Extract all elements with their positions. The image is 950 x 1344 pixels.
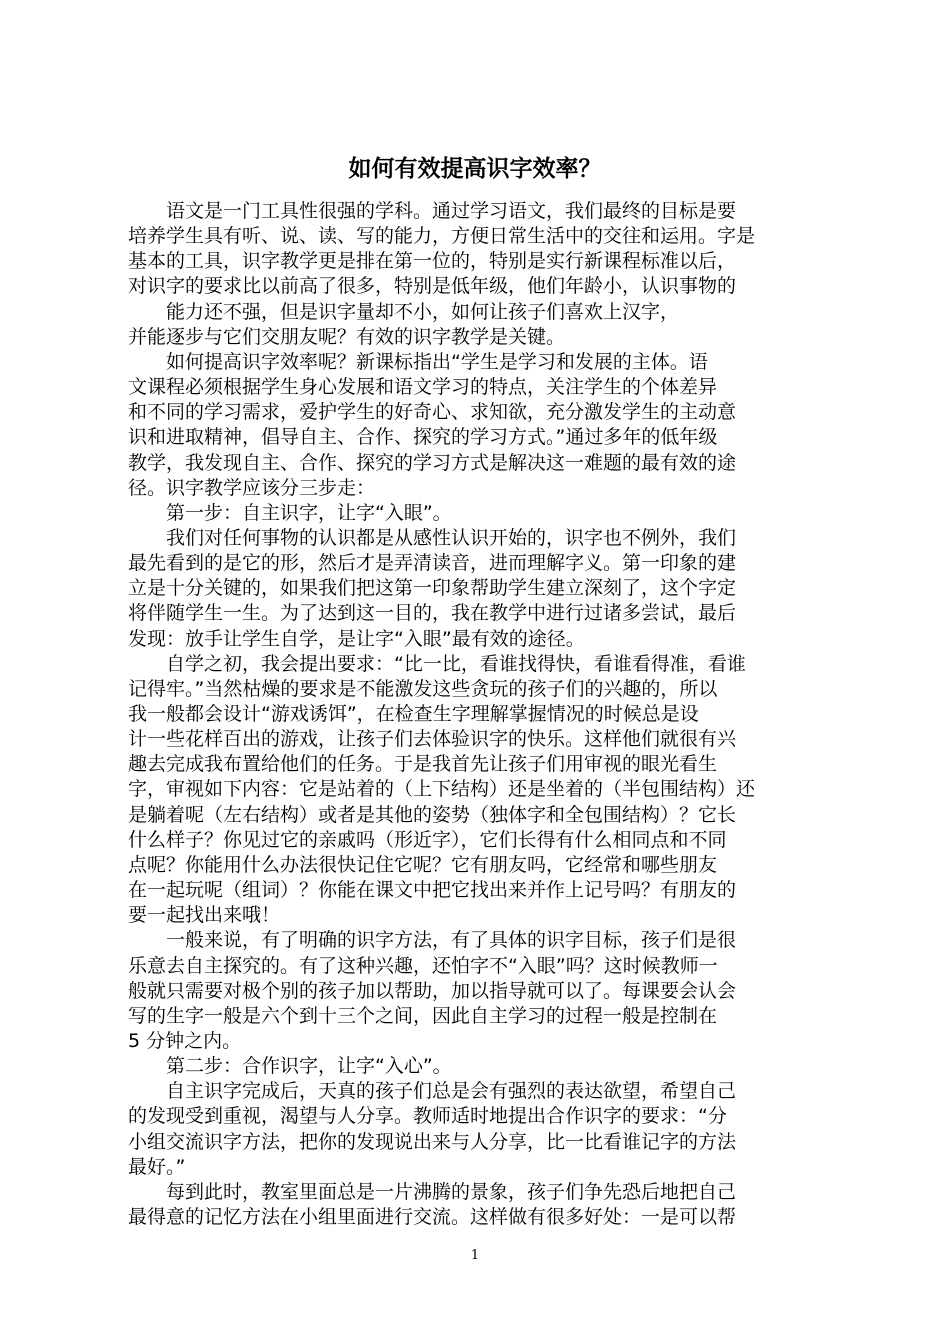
text-line: 的发现受到重视，渴望与人分享。教师适时地提出合作识字的要求：“分 [128, 1105, 727, 1127]
text-line: 小组交流识字方法，把你的发现说出来与人分享，比一比看谁记字的方法 [128, 1131, 737, 1153]
text-line: 计一些花样百出的游戏，让孩子们去体验识字的快乐。这样他们就很有兴 [128, 728, 737, 750]
text-line: 我一般都会设计“游戏诱饵”，在检查生字理解掌握情况的时候总是设 [128, 703, 699, 725]
text-line: 字，审视如下内容：它是站着的（上下结构）还是坐着的（半包围结构）还 [128, 778, 756, 800]
text-line: 最先看到的是它的形，然后才是弄清读音，进而理解字义。第一印象的建 [128, 552, 737, 574]
text-line: 文课程必须根据学生身心发展和语文学习的特点，关注学生的个体差异 [128, 376, 718, 398]
text-line: 对识字的要求比以前高了很多，特别是低年级，他们年龄小，认识事物的 [128, 275, 737, 297]
text-line: 将伴随学生一生。为了达到这一目的，我在教学中进行过诸多尝试，最后 [128, 602, 737, 624]
text-line: 基本的工具，识字教学更是排在第一位的，特别是实行新课程标准以后， [128, 250, 737, 272]
text-line: 第一步：自主识字，让字“入眼”。 [128, 502, 452, 524]
text-line: 要一起找出来哦！ [128, 904, 281, 926]
page-number: 1 [470, 1248, 480, 1263]
text-line: 和不同的学习需求，爱护学生的好奇心、求知欲，充分激发学生的主动意 [128, 401, 737, 423]
text-line: 我们对任何事物的认识都是从感性认识开始的，识字也不例外，我们 [128, 527, 737, 549]
page-title: 如何有效提高识字效率？ [348, 156, 602, 182]
text-line: 能力还不强，但是识字量却不小，如何让孩子们喜欢上汉字， [128, 301, 680, 323]
text-line: 般就只需要对极个别的孩子加以帮助，加以指导就可以了。每课要会认会 [128, 980, 737, 1002]
text-line: 一般来说，有了明确的识字方法，有了具体的识字目标，孩子们是很 [128, 929, 737, 951]
text-line: 教学，我发现自主、合作、探究的学习方式是解决这一难题的最有效的途 [128, 452, 737, 474]
text-line: 培养学生具有听、说、读、写的能力，方便日常生活中的交往和运用。字是 [128, 225, 756, 247]
text-line: 如何提高识字效率呢？新课标指出“学生是学习和发展的主体。语 [128, 351, 708, 373]
text-line: 自学之初，我会提出要求：“比一比，看谁找得快，看谁看得准，看谁 [128, 653, 746, 675]
text-line: 趣去完成我布置给他们的任务。于是我首先让孩子们用审视的眼光看生 [128, 753, 718, 775]
text-line: 语文是一门工具性很强的学科。通过学习语文，我们最终的目标是要 [128, 200, 737, 222]
text-line: 最好。” [128, 1156, 186, 1178]
text-line: 是躺着呢（左右结构）或者是其他的姿势（独体字和全包围结构）？它长 [128, 804, 737, 826]
text-line: 记得牢。”当然枯燥的要求是不能激发这些贪玩的孩子们的兴趣的，所以 [128, 678, 718, 700]
text-line: 什么样子？你见过它的亲戚吗（形近字），它们长得有什么相同点和不同 [128, 829, 727, 851]
text-line: 乐意去自主探究的。有了这种兴趣，还怕字不“入眼”吗？这时候教师一 [128, 955, 718, 977]
text-line: 自主识字完成后，天真的孩子们总是会有强烈的表达欲望，希望自己 [128, 1080, 737, 1102]
text-line: 并能逐步与它们交朋友呢？有效的识字教学是关键。 [128, 326, 566, 348]
text-line: 最得意的记忆方法在小组里面进行交流。这样做有很多好处：一是可以帮 [128, 1206, 737, 1228]
text-line: 5 分钟之内。 [128, 1030, 242, 1052]
text-line: 每到此时，教室里面总是一片沸腾的景象，孩子们争先恐后地把自己 [128, 1181, 737, 1203]
text-line: 写的生字一般是六个到十三个之间，因此自主学习的过程一般是控制在 [128, 1005, 718, 1027]
text-line: 第二步：合作识字，让字“入心”。 [128, 1055, 452, 1077]
text-line: 发现：放手让学生自学，是让字“入眼”最有效的途径。 [128, 628, 585, 650]
text-line: 在一起玩呢（组词）？你能在课文中把它找出来并作上记号吗？有朋友的 [128, 879, 737, 901]
text-line: 点呢？你能用什么办法很快记住它呢？它有朋友吗，它经常和哪些朋友 [128, 854, 718, 876]
text-line: 立是十分关键的，如果我们把这第一印象帮助学生建立深刻了，这个字定 [128, 577, 737, 599]
text-line: 径。识字教学应该分三步走： [128, 477, 376, 499]
text-line: 识和进取精神，倡导自主、合作、探究的学习方式。”通过多年的低年级 [128, 426, 718, 448]
